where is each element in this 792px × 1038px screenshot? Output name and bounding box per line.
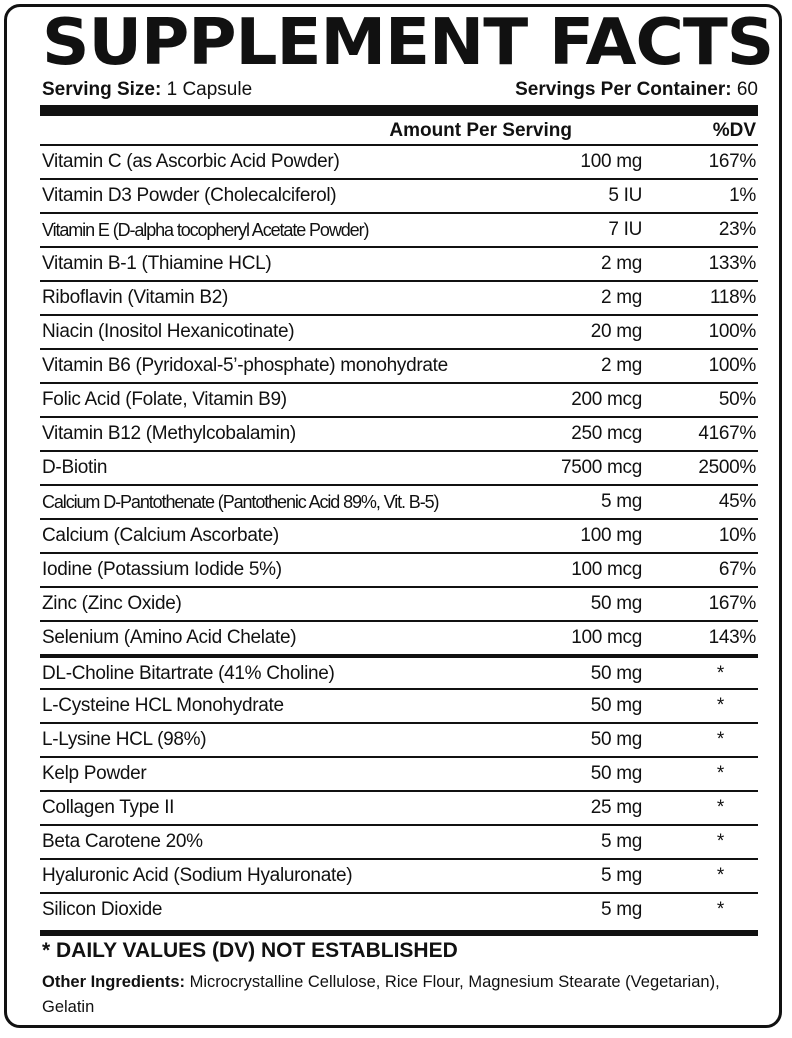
ingredient-name: Vitamin B-1 (Thiamine HCL) [42, 253, 272, 274]
serving-size [42, 78, 252, 102]
ingredient-dv: 100% [708, 321, 756, 342]
table-row [40, 552, 758, 586]
ingredient-name: DL-Choline Bitartrate (41% Choline) [42, 663, 335, 684]
ingredient-amount: 5 mg [600, 865, 642, 886]
ingredient-dv: * [716, 797, 724, 818]
ingredient-dv: 118% [710, 287, 756, 308]
ingredient-amount: 100 mg [580, 151, 642, 172]
table-header [42, 117, 758, 144]
ingredient-dv: * [716, 763, 724, 784]
ingredient-name: Beta Carotene 20% [42, 831, 203, 852]
table-row [40, 246, 758, 280]
ingredient-amount: 50 mg [590, 593, 642, 614]
table-row [40, 790, 758, 824]
ingredient-amount: 2 mg [600, 253, 642, 274]
ingredient-amount: 2 mg [600, 287, 642, 308]
ingredient-name: Selenium (Amino Acid Chelate) [42, 627, 297, 648]
servings-per-container [515, 78, 758, 102]
table-row [40, 518, 758, 552]
table-row [40, 484, 758, 518]
ingredient-name: Calcium (Calcium Ascorbate) [42, 525, 279, 546]
ingredient-amount: 50 mg [590, 763, 642, 784]
ingredient-amount: 100 mcg [571, 559, 642, 580]
ingredient-name: Vitamin B6 (Pyridoxal-5’-phosphate) monohydrate [42, 355, 448, 376]
nutrient-table [40, 144, 758, 926]
ingredient-name: Zinc (Zinc Oxide) [42, 593, 182, 614]
serving-size-value: 1 Capsule [166, 79, 253, 100]
ingredient-name: Iodine (Potassium Iodide 5%) [42, 559, 282, 580]
thick-divider [40, 105, 758, 116]
table-row [40, 314, 758, 348]
table-row [40, 144, 758, 178]
table-row [40, 586, 758, 620]
amount-per-serving-header: Amount Per Serving [389, 120, 572, 141]
ingredient-name: Hyaluronic Acid (Sodium Hyaluronate) [42, 865, 353, 886]
ingredient-name: Kelp Powder [42, 763, 147, 784]
ingredient-name: L-Cysteine HCL Monohydrate [42, 695, 284, 716]
ingredient-amount: 5 mg [600, 491, 642, 512]
ingredient-dv: 143% [708, 627, 756, 648]
table-row [40, 280, 758, 314]
table-row [40, 212, 758, 246]
ingredient-amount: 5 mg [600, 831, 642, 852]
table-row [40, 892, 758, 926]
ingredient-dv: * [716, 899, 724, 920]
ingredient-name: Riboflavin (Vitamin B2) [42, 287, 228, 308]
table-row [40, 722, 758, 756]
ingredient-dv: 45% [718, 491, 756, 512]
ingredient-amount: 5 mg [600, 899, 642, 920]
ingredient-dv: 4167% [698, 423, 756, 444]
table-row [40, 382, 758, 416]
ingredient-name: L-Lysine HCL (98%) [42, 729, 207, 750]
ingredient-dv: 10% [718, 525, 756, 546]
table-row [40, 756, 758, 790]
ingredient-dv: 2500% [698, 457, 756, 478]
ingredient-dv: * [716, 831, 724, 852]
other-ingredients [42, 970, 754, 1020]
ingredient-amount: 7500 mcg [560, 457, 642, 478]
servings-per-container-label: Servings Per Container: [515, 79, 732, 100]
ingredient-dv: 167% [708, 151, 756, 172]
table-row [40, 178, 758, 212]
daily-values-footnote: * DAILY VALUES (DV) NOT ESTABLISHED [42, 939, 458, 962]
ingredient-amount: 100 mg [580, 525, 642, 546]
ingredient-amount: 250 mcg [571, 423, 642, 444]
ingredient-dv: 67% [718, 559, 756, 580]
ingredient-amount: 5 IU [608, 185, 642, 206]
table-row [40, 824, 758, 858]
ingredient-dv: * [716, 729, 724, 750]
ingredient-name: Folic Acid (Folate, Vitamin B9) [42, 389, 287, 410]
ingredient-amount: 25 mg [590, 797, 642, 818]
other-ingredients-label: Other Ingredients: [42, 973, 186, 991]
ingredient-dv: 23% [718, 219, 756, 240]
table-row [40, 858, 758, 892]
ingredient-name: Vitamin B12 (Methylcobalamin) [42, 423, 296, 444]
label-title: SUPPLEMENT FACTS [42, 6, 774, 80]
ingredient-dv: 50% [718, 389, 756, 410]
ingredient-name: Niacin (Inositol Hexanicotinate) [42, 321, 295, 342]
ingredient-amount: 200 mcg [571, 389, 642, 410]
ingredient-dv: 100% [708, 355, 756, 376]
table-row [40, 688, 758, 722]
serving-info [42, 78, 758, 102]
ingredient-amount: 50 mg [590, 695, 642, 716]
ingredient-amount: 2 mg [600, 355, 642, 376]
ingredient-name: Vitamin C (as Ascorbic Acid Powder) [42, 151, 340, 172]
table-row [40, 654, 758, 688]
ingredient-name: Collagen Type II [42, 797, 175, 818]
ingredient-amount: 50 mg [590, 663, 642, 684]
servings-per-container-value: 60 [736, 79, 758, 100]
ingredient-name: D-Biotin [42, 457, 108, 478]
ingredient-amount: 20 mg [590, 321, 642, 342]
ingredient-dv: 133% [708, 253, 756, 274]
other-ingredients-text: Microcrystalline Cellulose, Rice Flour, Magnesium Stearate (Vegetarian), Gelatin [42, 973, 720, 1016]
table-row [40, 348, 758, 382]
ingredient-dv: 1% [729, 185, 756, 206]
ingredient-dv: * [716, 695, 724, 716]
serving-size-label: Serving Size: [42, 79, 162, 100]
ingredient-amount: 100 mcg [571, 627, 642, 648]
ingredient-name: Calcium D-Pantothenate (Pantothenic Acid 89%, Vit. B-5) [42, 492, 439, 512]
ingredient-dv: * [716, 865, 724, 886]
table-row [40, 416, 758, 450]
ingredient-amount: 50 mg [590, 729, 642, 750]
dv-header: %DV [712, 120, 756, 141]
ingredient-name: Vitamin E (D-alpha tocopheryl Acetate Powder) [42, 220, 369, 240]
ingredient-dv: 167% [708, 593, 756, 614]
table-row [40, 620, 758, 654]
ingredient-amount: 7 IU [608, 219, 642, 240]
table-row [40, 450, 758, 484]
ingredient-dv: * [716, 663, 724, 684]
ingredient-name: Silicon Dioxide [42, 899, 163, 920]
ingredient-name: Vitamin D3 Powder (Cholecalciferol) [42, 185, 337, 206]
